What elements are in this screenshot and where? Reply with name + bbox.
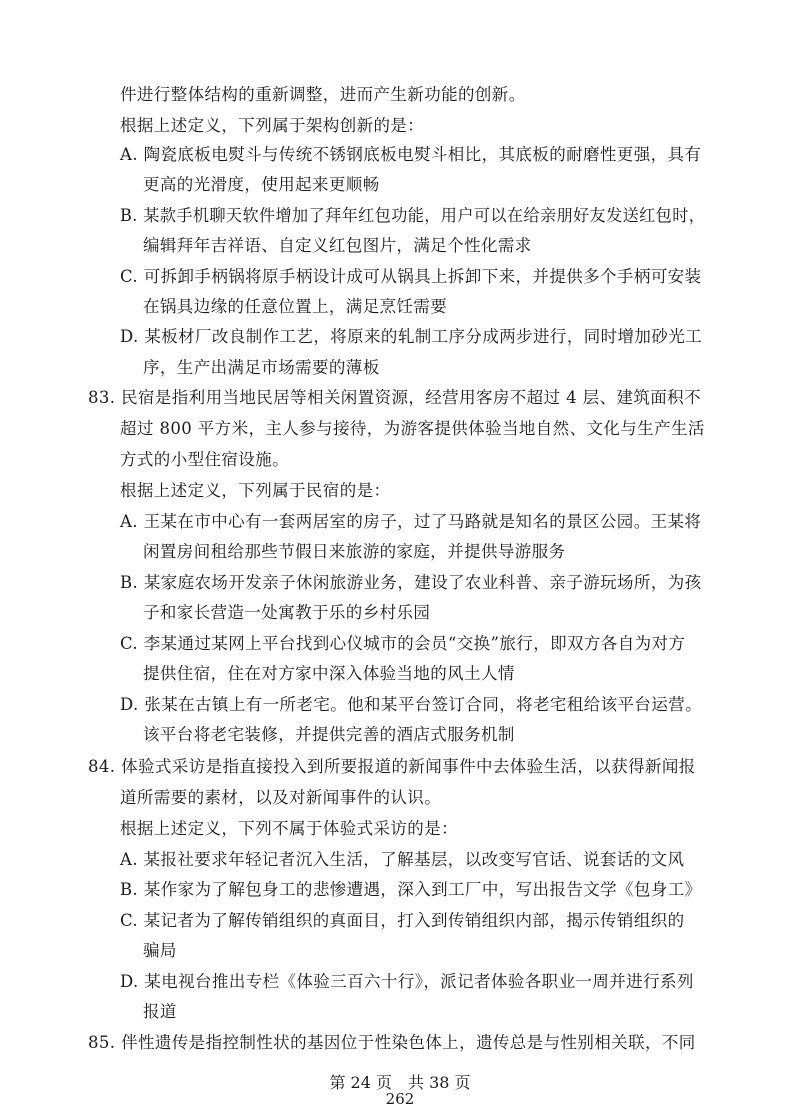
text-line: 道所需要的素材，以及对新闻事件的认识。: [120, 788, 442, 807]
text-line: 超过 800 平方米，主人参与接待，为游客提供体验当地自然、文化与生产生活: [120, 419, 705, 438]
option-line: A. 某报社要求年轻记者沉入生活，了解基层，以改变写官话、说套话的文风: [120, 850, 685, 869]
option-line: 序，生产出满足市场需要的薄板: [143, 358, 380, 377]
text-line: 根据上述定义，下列属于民宿的是：: [120, 481, 391, 500]
option-line: A. 王某在市中心有一套两居室的房子，过了马路就是知名的景区公园。王某将: [120, 512, 702, 531]
option-line: 该平台将老宅装修，并提供完善的酒店式服务机制: [143, 725, 515, 744]
option-line: 更高的光滑度，使用起来更顺畅: [143, 175, 380, 194]
option-line: 子和家长营造一处寓教于乐的乡村乐园: [143, 603, 431, 622]
page-number: 262: [385, 1090, 415, 1108]
option-line: A. 陶瓷底板电熨斗与传统不锈钢底板电熨斗相比，其底板的耐磨性更强，具有: [120, 145, 702, 164]
option-line: B. 某作家为了解包身工的悲惨遭遇，深入到工厂中，写出报告文学《包身工》: [120, 880, 702, 899]
page-info: 第 24 页 共 38 页: [329, 1073, 471, 1092]
option-line: D. 某电视台推出专栏《体验三百六十行》，派记者体验各职业一周并进行系列: [120, 972, 694, 991]
option-line: B. 某家庭农场开发亲子休闲旅游业务，建设了农业科普、亲子游玩场所，为孩: [120, 573, 702, 592]
text-line: 根据上述定义，下列不属于体验式采访的是：: [120, 819, 458, 838]
text-line: 件进行整体结构的重新调整，进而产生新功能的创新。: [120, 85, 526, 104]
text-line: 方式的小型住宿设施。: [120, 450, 289, 469]
question-83: 83. 民宿是指利用当地民居等相关闲置资源，经营用客房不超过 4 层、建筑面积不: [88, 388, 701, 407]
option-line: D. 某板材厂改良制作工艺，将原来的轧制工序分成两步进行，同时增加砂光工: [120, 327, 703, 346]
question-84: 84. 体验式采访是指直接投入到所要报道的新闻事件中去体验生活，以获得新闻报: [88, 757, 696, 776]
option-line: C. 可拆卸手柄锅将原手柄设计成可从锅具上拆卸下来，并提供多个手柄可安装: [120, 267, 702, 286]
option-line: 提供住宿，住在对方家中深入体验当地的风土人情: [143, 664, 515, 683]
option-line: 编辑拜年吉祥语、自定义红包图片，满足个性化需求: [143, 236, 532, 255]
option-line: D. 张某在古镇上有一所老宅。他和某平台签订合同，将老宅租给该平台运营。: [120, 695, 703, 714]
option-line: B. 某款手机聊天软件增加了拜年红包功能，用户可以在给亲朋好友发送红包时，: [120, 206, 706, 225]
option-line: 闲置房间租给那些节假日来旅游的家庭，并提供导游服务: [143, 542, 566, 561]
option-line: 在锅具边缘的任意位置上，满足烹饪需要: [143, 297, 448, 316]
option-line: C. 某记者为了解传销组织的真面目，打入到传销组织内部，揭示传销组织的: [120, 911, 685, 930]
text-line: 根据上述定义，下列属于架构创新的是：: [120, 116, 425, 135]
question-85: 85. 伴性遗传是指控制性状的基因位于性染色体上，遗传总是与性别相关联，不同: [88, 1033, 696, 1052]
option-line: 骗局: [143, 941, 177, 960]
option-line: 报道: [143, 1002, 177, 1021]
option-line: C. 李某通过某网上平台找到心仪城市的会员“交换”旅行，即双方各自为对方: [120, 634, 686, 653]
